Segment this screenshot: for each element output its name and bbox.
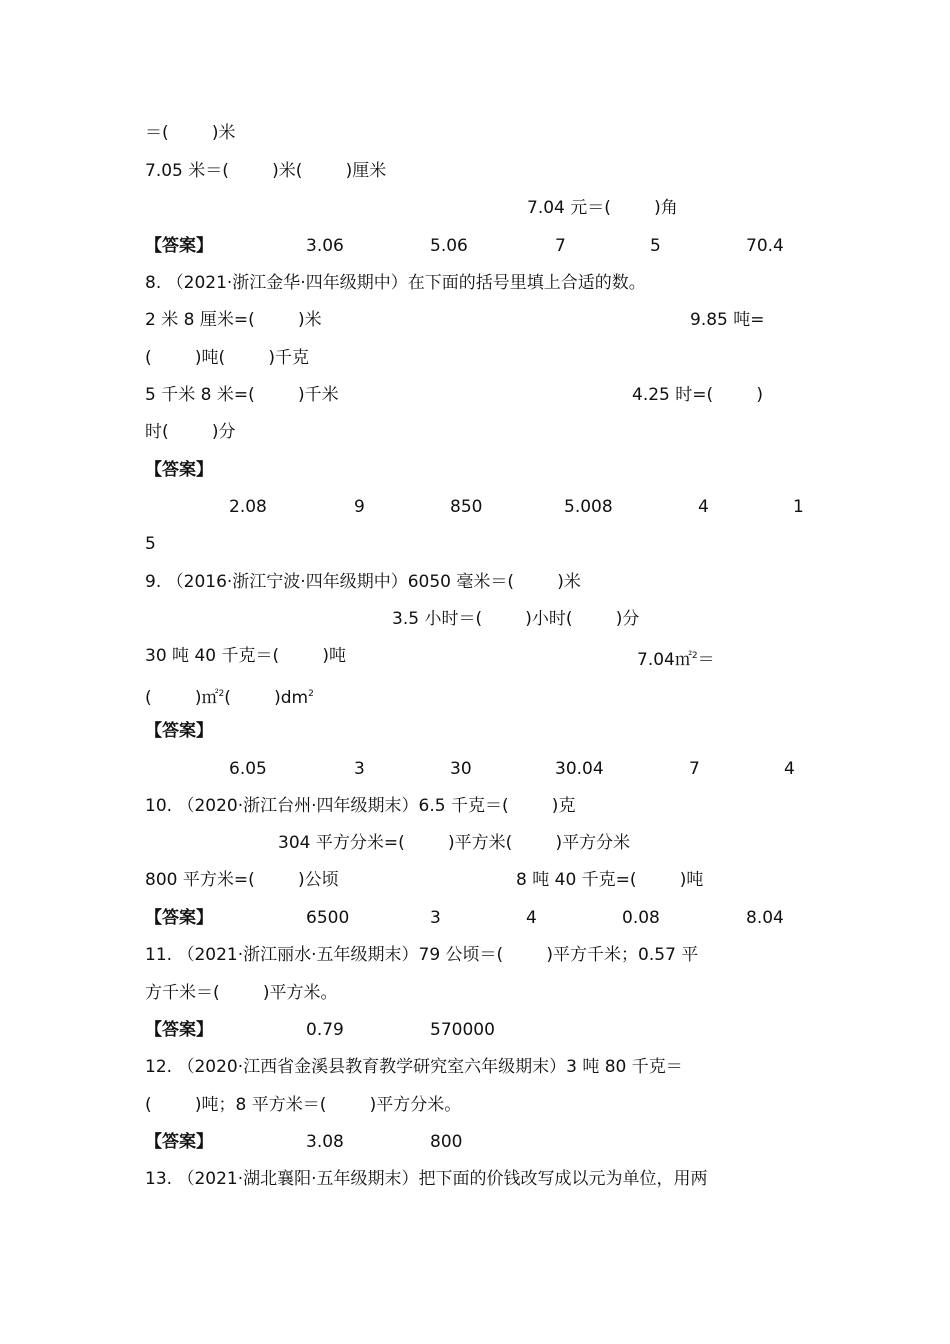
- answer-value: 4: [698, 497, 709, 517]
- answer-value: 3: [430, 908, 441, 928]
- answer-value: 70.4: [746, 236, 784, 256]
- question-9: 9. （2016·浙江宁波·四年级期中）6050 毫米＝( )米: [145, 572, 581, 592]
- answer-value: 2.08: [229, 497, 267, 517]
- question-10: 10. （2020·浙江台州·四年级期末）6.5 千克＝( )克: [145, 796, 576, 816]
- problem-line: 3.5 小时＝( )小时( )分: [392, 609, 640, 629]
- problem-line: 方千米＝( )平方米。: [145, 983, 338, 1003]
- question-12: 12. （2020·江西省金溪县教育教学研究室六年级期末）3 吨 80 千克＝: [145, 1057, 683, 1077]
- problem-line: ( )吨( )千克: [145, 348, 309, 368]
- answer-label: 【答案】: [145, 460, 213, 480]
- problem-line: 7.04 元＝( )角: [527, 198, 678, 218]
- problem-line: 8 吨 40 千克=( )吨: [516, 870, 704, 890]
- question-13: 13. （2021·湖北襄阳·五年级期末）把下面的价钱改写成以元为单位，用两: [145, 1169, 708, 1189]
- answer-value: 7: [555, 236, 566, 256]
- answer-value: 6500: [306, 908, 350, 928]
- problem-line: 800 平方米=( )公顷: [145, 870, 339, 890]
- answer-value: 1: [793, 497, 804, 517]
- answer-label: 【答案】: [145, 908, 213, 928]
- answer-value: 6.05: [229, 759, 267, 779]
- answer-value: 5: [650, 236, 661, 256]
- answer-value: 30.04: [555, 759, 604, 779]
- problem-line: 9.85 吨=: [690, 310, 765, 330]
- answer-value: 570000: [430, 1020, 495, 1040]
- problem-line: ( )㎡$^2$( )$dm^2$: [145, 688, 314, 708]
- answer-value: 4: [784, 759, 795, 779]
- answer-value: 8.04: [746, 908, 784, 928]
- answer-value: 9: [354, 497, 365, 517]
- answer-value: 850: [450, 497, 483, 517]
- question-8: 8. （2021·浙江金华·四年级期中）在下面的括号里填上合适的数。: [145, 273, 646, 293]
- problem-line: 30 吨 40 千克＝( )吨: [145, 646, 346, 666]
- answer-label: 【答案】: [145, 236, 213, 256]
- answer-value: 5.06: [430, 236, 468, 256]
- problem-line: 7.04㎡$^2$＝: [637, 650, 715, 670]
- problem-line: 时( )分: [145, 422, 236, 442]
- problem-line: 7.05 米＝( )米( )厘米: [145, 161, 387, 181]
- problem-line: 4.25 时=( ): [632, 385, 763, 405]
- answer-value: 4: [526, 908, 537, 928]
- answer-value: 5.008: [564, 497, 613, 517]
- problem-line: 5 千米 8 米=( )千米: [145, 385, 339, 405]
- problem-line: 304 平方分米=( )平方米( )平方分米: [278, 833, 631, 853]
- answer-value: 30: [450, 759, 472, 779]
- problem-line: ( )吨；8 平方米＝( )平方分米。: [145, 1095, 462, 1115]
- answer-value: 7: [689, 759, 700, 779]
- answer-value: 3.06: [306, 236, 344, 256]
- answer-value: 800: [430, 1132, 463, 1152]
- line-fragment: ＝( )米: [145, 123, 236, 143]
- answer-value: 3: [354, 759, 365, 779]
- answer-label: 【答案】: [145, 1132, 213, 1152]
- answer-label: 【答案】: [145, 1020, 213, 1040]
- answer-value: 0.79: [306, 1020, 344, 1040]
- answer-value: 0.08: [622, 908, 660, 928]
- answer-value: 3.08: [306, 1132, 344, 1152]
- problem-line: 2 米 8 厘米=( )米: [145, 310, 322, 330]
- question-11: 11. （2021·浙江丽水·五年级期末）79 公顷＝( )平方千米；0.57 平: [145, 945, 699, 965]
- answer-label: 【答案】: [145, 721, 213, 741]
- answer-value: 5: [145, 534, 156, 554]
